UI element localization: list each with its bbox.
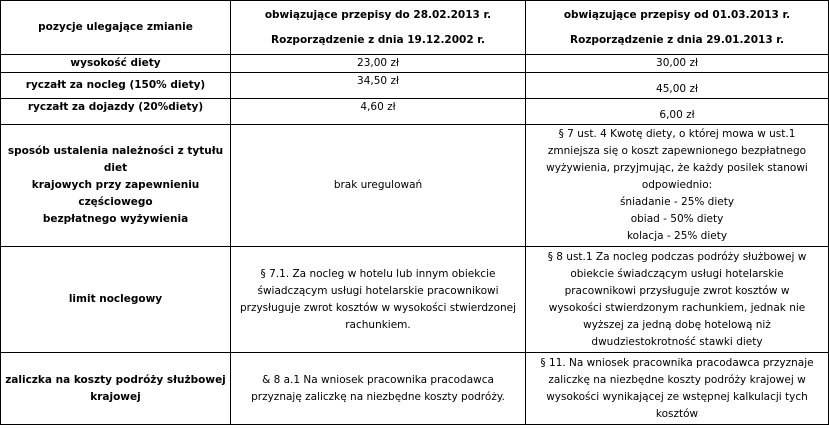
table-row <box>1 247 829 353</box>
cell-old-allowance: 23,00 zł <box>231 55 526 73</box>
cell-new-lodging-limit: § 8 ust.1 Za nocleg podczas podróży służbowej w obiekcie świadczącym usługi hotelarskie pracownikowi przysługuje zwrot kosztów w wysokości stwierdzonym rachunkiem, jednak nie wyższej za jedną dobę hotelową niż dwudziestokrotność stawki diety <box>526 247 829 353</box>
row-label-lodging-lump-sum: ryczałt za nocleg (150% diety) <box>1 73 231 99</box>
header-new-rules-title: obwiązujące przepisy od 01.03.2013 r. <box>563 8 791 21</box>
table-header-row <box>1 1 829 55</box>
row-label-partial-meals: sposób ustalenia należności z tytułu diet krajowych przy zapewnieniu częściowego bezpłatnego wyżywienia <box>1 125 231 247</box>
row-label-travel-advance: zaliczka na koszty podróży służbowej krajowej <box>1 353 231 425</box>
cell-old-lodging-lump-sum: 34,50 zł <box>231 73 526 99</box>
cell-old-travel-advance: & 8 a.1 Na wniosek pracownika pracodawca przyznaję zaliczkę na niezbędne koszty podróży. <box>231 353 526 425</box>
header-cell-items <box>1 1 231 55</box>
cell-new-allowance: 30,00 zł <box>526 55 829 73</box>
header-old-rules-title: obwiązujące przepisy do 28.02.2013 r. <box>264 8 492 21</box>
table-row <box>1 73 829 99</box>
table-row <box>1 125 829 247</box>
row-label-lodging-limit: limit noclegowy <box>1 247 231 353</box>
cell-new-commute-lump-sum: 6,00 zł <box>526 99 829 125</box>
cell-old-partial-meals: brak uregulowań <box>231 125 526 247</box>
cell-old-commute-lump-sum: 4,60 zł <box>231 99 526 125</box>
cell-old-lodging-limit: § 7.1. Za nocleg w hotelu lub innym obiekcie świadczącym usługi hotelarskie pracownikowi przysługuje zwrot kosztów w wysokości stwierdzonej rachunkiem. <box>231 247 526 353</box>
header-cell-new-rules <box>526 1 829 55</box>
table-row <box>1 353 829 425</box>
header-old-rules-regulation: Rozporządzenie z dnia 19.12.2002 r. <box>271 33 485 46</box>
cell-new-partial-meals: § 7 ust. 4 Kwotę diety, o której mowa w ust.1 zmniejsza się o koszt zapewnionego bezpłatnego wyżywienia, przyjmując, że każdy posilek stanowi odpowiednio: śniadanie - 25% diety obiad - 50% diety kolacja - 25% diety <box>526 125 829 247</box>
cell-new-lodging-lump-sum: 45,00 zł <box>526 73 829 99</box>
table-row <box>1 55 829 73</box>
row-label-commute-lump-sum: ryczałt za dojazdy (20%diety) <box>1 99 231 125</box>
header-new-rules-regulation: Rozporządzenie z dnia 29.01.2013 r. <box>570 33 784 46</box>
row-label-allowance: wysokość diety <box>1 55 231 73</box>
table-row <box>1 99 829 125</box>
header-label-items: pozycje ulegające zmianie <box>38 21 193 33</box>
header-cell-old-rules <box>231 1 526 55</box>
cell-new-travel-advance: § 11. Na wniosek pracownika pracodawca przyznaje zaliczkę na niezbędne koszty podróży krajowej w wysokości wynikającej ze wstępnej kalkulacji tych kosztów <box>526 353 829 425</box>
